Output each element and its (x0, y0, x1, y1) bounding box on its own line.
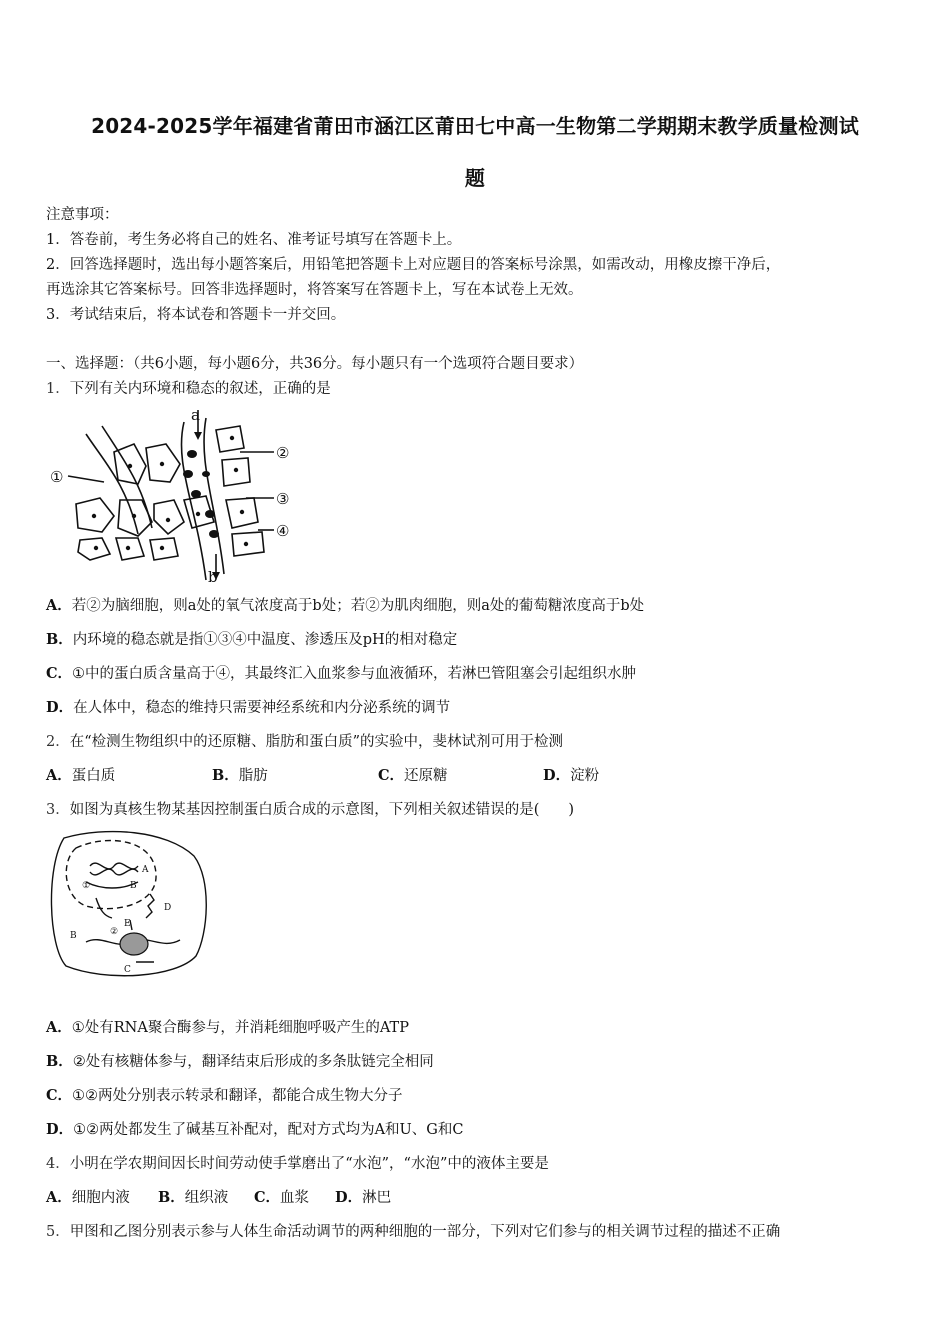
question-text: 如图为真核生物某基因控制蛋白质合成的示意图，下列相关叙述错误的是( ) (69, 802, 575, 818)
page-title-continued: 题 (464, 166, 486, 190)
option-label: B． (46, 631, 73, 648)
q4-option-c[interactable] (254, 1186, 309, 1207)
question-4-stem (46, 1152, 549, 1173)
question-number: 2． (46, 734, 70, 750)
question-text: 甲图和乙图分别表示参与人体生命活动调节的两种细胞的一部分，下列对它们参与的相关调节过程的描述不正确 (69, 1224, 781, 1240)
label-3: ③ (276, 490, 290, 508)
option-text: 淋巴 (362, 1190, 392, 1206)
option-text: 血浆 (280, 1190, 310, 1206)
q4-option-b[interactable] (158, 1186, 228, 1207)
notice-item: 1．答卷前，考生务必将自己的姓名、准考证号填写在答题卡上。 (46, 232, 462, 248)
q2-option-c[interactable] (378, 764, 448, 785)
label-1: ① (50, 468, 64, 486)
section-heading: 一、选择题：（共6小题，每小题6分，共36分。每小题只有一个选项符合题目要求） (46, 356, 584, 372)
q3-option-d[interactable] (46, 1118, 463, 1139)
page-title: 2024-2025学年福建省莆田市涵江区莆田七中高一生物第二学期期末教学质量检测试 (91, 114, 859, 138)
question-2-stem (46, 730, 563, 751)
option-text: 还原糖 (404, 768, 448, 784)
label-C: C (124, 965, 131, 975)
option-text: ①②两处分别表示转录和翻译，都能合成生物大分子 (72, 1088, 403, 1104)
option-text: 内环境的稳态就是指①③④中温度、渗透压及pH的相对稳定 (72, 632, 458, 648)
option-text: 组织液 (184, 1190, 229, 1206)
option-label: D． (46, 699, 74, 716)
option-label: A． (46, 767, 72, 784)
option-label: D． (543, 767, 571, 784)
question-number: 3． (46, 802, 70, 818)
notice-heading: 注意事项： (46, 207, 119, 223)
option-text: ①中的蛋白质含量高于④，其最终汇入血浆参与血液循环，若淋巴管阻塞会引起组织水肿 (72, 666, 637, 682)
q1-option-a[interactable] (46, 594, 644, 615)
q1-tissue-diagram (46, 404, 306, 584)
option-text: ①②两处都发生了碱基互补配对，配对方式均为A和U、G和C (73, 1122, 464, 1138)
question-1-stem (46, 377, 331, 398)
q1-option-b[interactable] (46, 628, 457, 649)
label-2: ② (276, 444, 290, 462)
option-label: D． (335, 1189, 363, 1206)
label-a: a (191, 406, 200, 424)
q4-option-a[interactable] (46, 1186, 130, 1207)
label-A: A (142, 865, 149, 875)
option-label: A． (46, 1189, 72, 1206)
label-circle-1: ① (82, 881, 91, 891)
q1-option-c[interactable] (46, 662, 636, 683)
q3-option-a[interactable] (46, 1016, 409, 1037)
label-b: b (208, 568, 218, 584)
option-text: 在人体中，稳态的维持只需要神经系统和内分泌系统的调节 (73, 700, 451, 716)
notice-item: 2．回答选择题时，选出每小题答案后，用铅笔把答题卡上对应题目的答案标号涂黑，如需改动，用橡皮擦干净后， (46, 257, 781, 273)
question-3-stem (46, 798, 574, 819)
option-label: C． (378, 767, 405, 784)
notice-item: 3．考试结束后，将本试卷和答题卡一并交回。 (46, 307, 346, 323)
option-label: B． (212, 767, 239, 784)
option-text: 细胞内液 (71, 1190, 130, 1206)
option-label: B． (46, 1053, 73, 1070)
question-number: 4． (46, 1156, 70, 1172)
q1-option-d[interactable] (46, 696, 450, 717)
option-text: 脂肪 (238, 768, 268, 784)
question-text: 小明在学农期间因长时间劳动使手掌磨出了“水泡”，“水泡”中的液体主要是 (69, 1156, 549, 1172)
option-label: C． (46, 665, 73, 682)
q3-option-b[interactable] (46, 1050, 434, 1071)
label-D: D (164, 903, 172, 913)
option-text: 蛋白质 (71, 768, 116, 784)
question-text: 在“检测生物组织中的还原糖、脂肪和蛋白质”的实验中，斐林试剂可用于检测 (69, 734, 564, 750)
option-label: B． (158, 1189, 185, 1206)
question-number: 5． (46, 1224, 70, 1240)
q3-option-c[interactable] (46, 1084, 403, 1105)
question-text: 下列有关内环境和稳态的叙述，正确的是 (69, 381, 331, 397)
label-4: ④ (276, 522, 290, 540)
option-label: A． (46, 597, 72, 614)
q2-option-d[interactable] (543, 764, 599, 785)
option-label: A． (46, 1019, 72, 1036)
option-label: D． (46, 1121, 74, 1138)
option-text: 若②为脑细胞，则a处的氧气浓度高于b处；若②为肌肉细胞，则a处的葡萄糖浓度高于b处 (71, 598, 645, 614)
label-B-lower: B (70, 931, 77, 941)
question-5-stem (46, 1220, 780, 1241)
option-text: ②处有核糖体参与，翻译结束后形成的多条肽链完全相同 (72, 1054, 434, 1070)
question-number: 1． (46, 381, 70, 397)
q3-gene-expression-diagram (46, 826, 210, 982)
option-label: C． (46, 1087, 73, 1104)
notice-item: 再选涂其它答案标号。回答非选择题时，将答案写在答题卡上，写在本试卷上无效。 (46, 282, 583, 298)
q2-option-b[interactable] (212, 764, 268, 785)
q2-option-a[interactable] (46, 764, 115, 785)
q4-option-d[interactable] (335, 1186, 391, 1207)
label-circle-2: ② (110, 927, 119, 937)
option-label: C． (254, 1189, 281, 1206)
label-B-upper: B (130, 881, 137, 891)
label-E: E (124, 919, 131, 929)
option-text: 淀粉 (570, 768, 600, 784)
option-text: ①处有RNA聚合酶参与，并消耗细胞呼吸产生的ATP (71, 1020, 409, 1036)
